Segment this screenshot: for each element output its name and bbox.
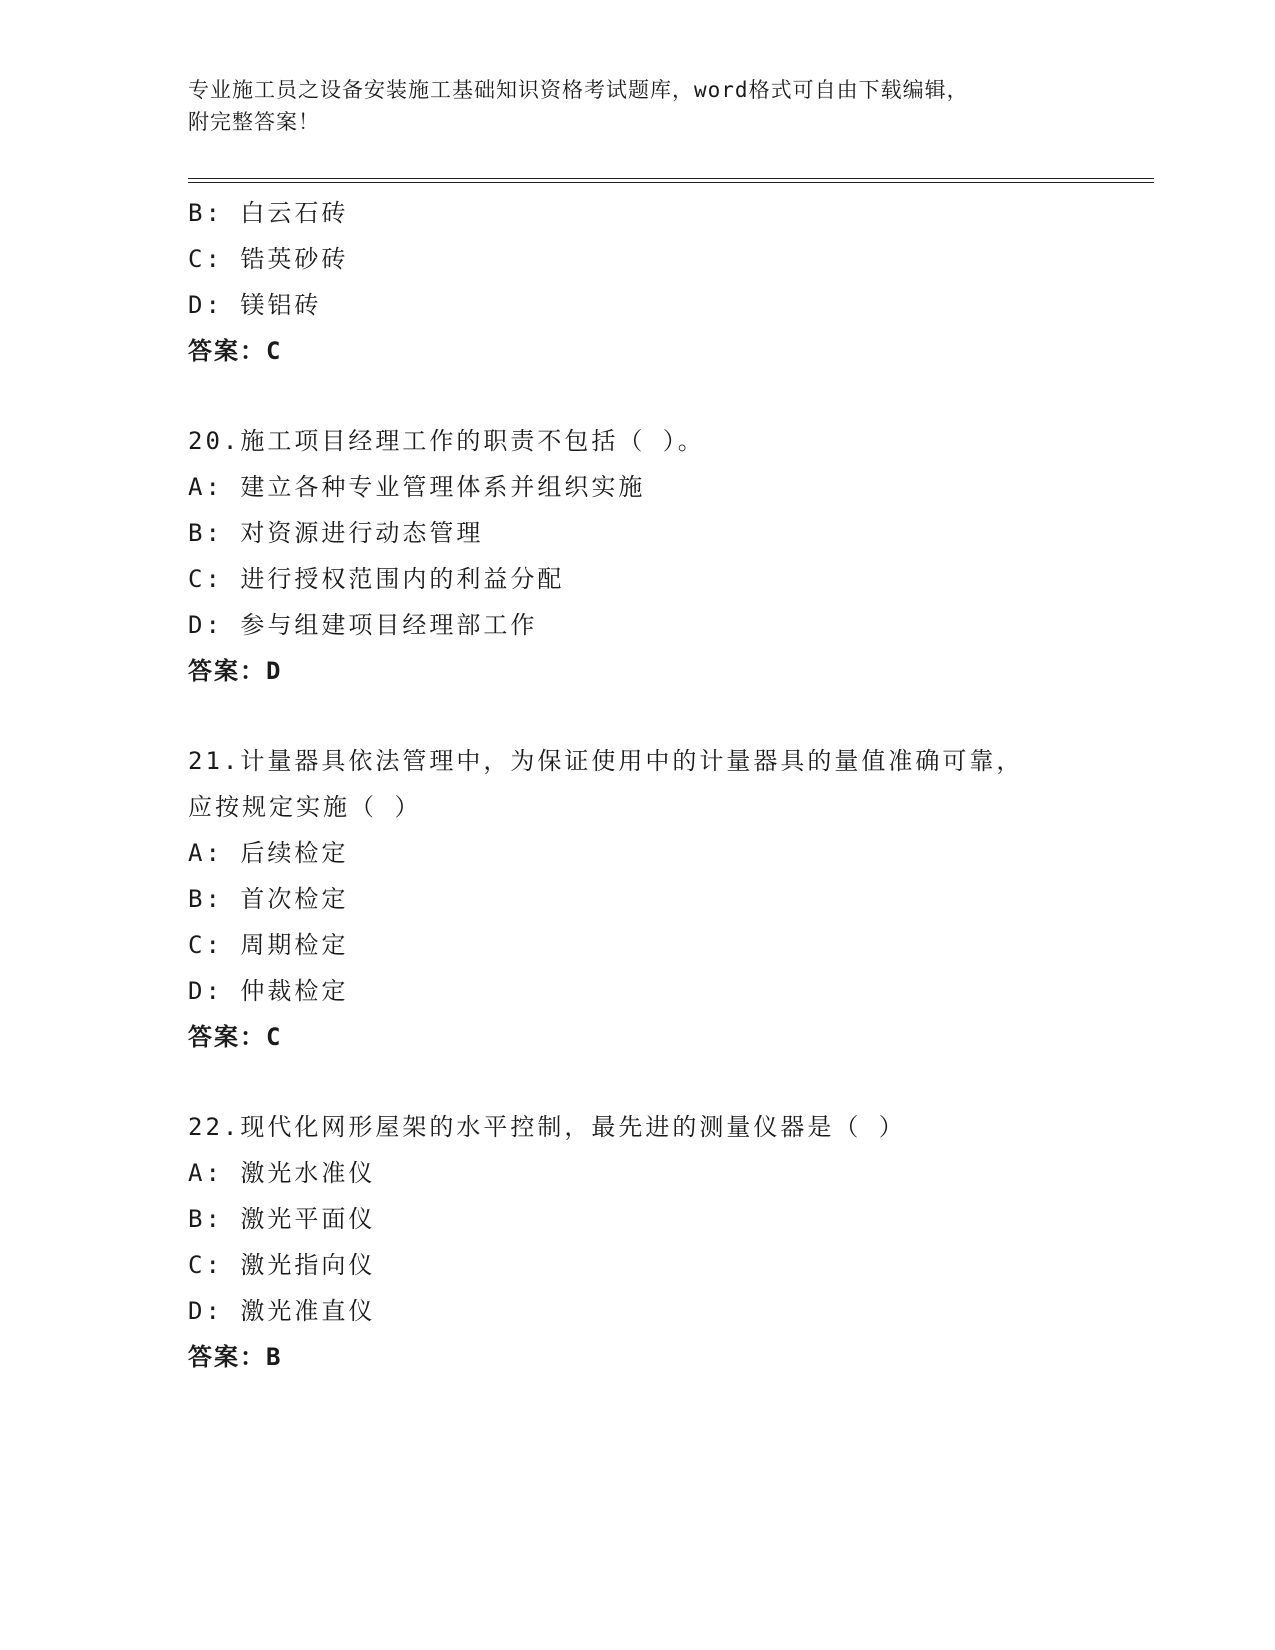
- document-header: [188, 74, 1088, 138]
- option-d: D: 激光准直仪: [188, 1297, 376, 1325]
- question-list: [188, 190, 1154, 1380]
- spacer: [188, 694, 1154, 738]
- option-c: C: 进行授权范围内的利益分配: [188, 565, 565, 593]
- option-a: A: 后续检定: [188, 839, 349, 867]
- answer-line: 答案：C: [188, 337, 283, 365]
- option-a: A: 激光水准仪: [188, 1159, 376, 1187]
- option-b: B: 对资源进行动态管理: [188, 519, 484, 547]
- question-text-line-1: 21.计量器具依法管理中，为保证使用中的计量器具的量值准确可靠，: [188, 747, 1024, 775]
- option-d: D: 参与组建项目经理部工作: [188, 611, 538, 639]
- question-22: [188, 1104, 1154, 1380]
- answer-line: 答案：B: [188, 1343, 283, 1371]
- option-a: A: 建立各种专业管理体系并组织实施: [188, 473, 646, 501]
- header-rule-top: [188, 178, 1154, 179]
- spacer: [188, 374, 1154, 418]
- option-d: D: 仲裁检定: [188, 977, 349, 1005]
- option-c: C: 周期检定: [188, 931, 349, 959]
- option-b: B: 首次检定: [188, 885, 349, 913]
- header-line-1: 专业施工员之设备安装施工基础知识资格考试题库，word格式可自由下载编辑，: [188, 78, 969, 102]
- option-c: C: 激光指向仪: [188, 1251, 376, 1279]
- answer-line: 答案：D: [188, 657, 283, 685]
- question-text: 20.施工项目经理工作的职责不包括（ ）。: [188, 427, 705, 455]
- question-21: [188, 738, 1154, 1060]
- header-rule-bottom: [188, 182, 1154, 183]
- option-b: B: 白云石砖: [188, 199, 349, 227]
- option-b: B: 激光平面仪: [188, 1205, 376, 1233]
- header-line-2: 附完整答案！: [188, 110, 320, 134]
- option-d: D: 镁铝砖: [188, 291, 322, 319]
- question-text-line-2: 应按规定实施（ ）: [188, 793, 422, 821]
- question-text: 22.现代化网形屋架的水平控制，最先进的测量仪器是（ ）: [188, 1113, 906, 1141]
- spacer: [188, 1060, 1154, 1104]
- question-19-partial: [188, 190, 1154, 374]
- question-20: [188, 418, 1154, 694]
- option-c: C: 锆英砂砖: [188, 245, 349, 273]
- answer-line: 答案：C: [188, 1023, 283, 1051]
